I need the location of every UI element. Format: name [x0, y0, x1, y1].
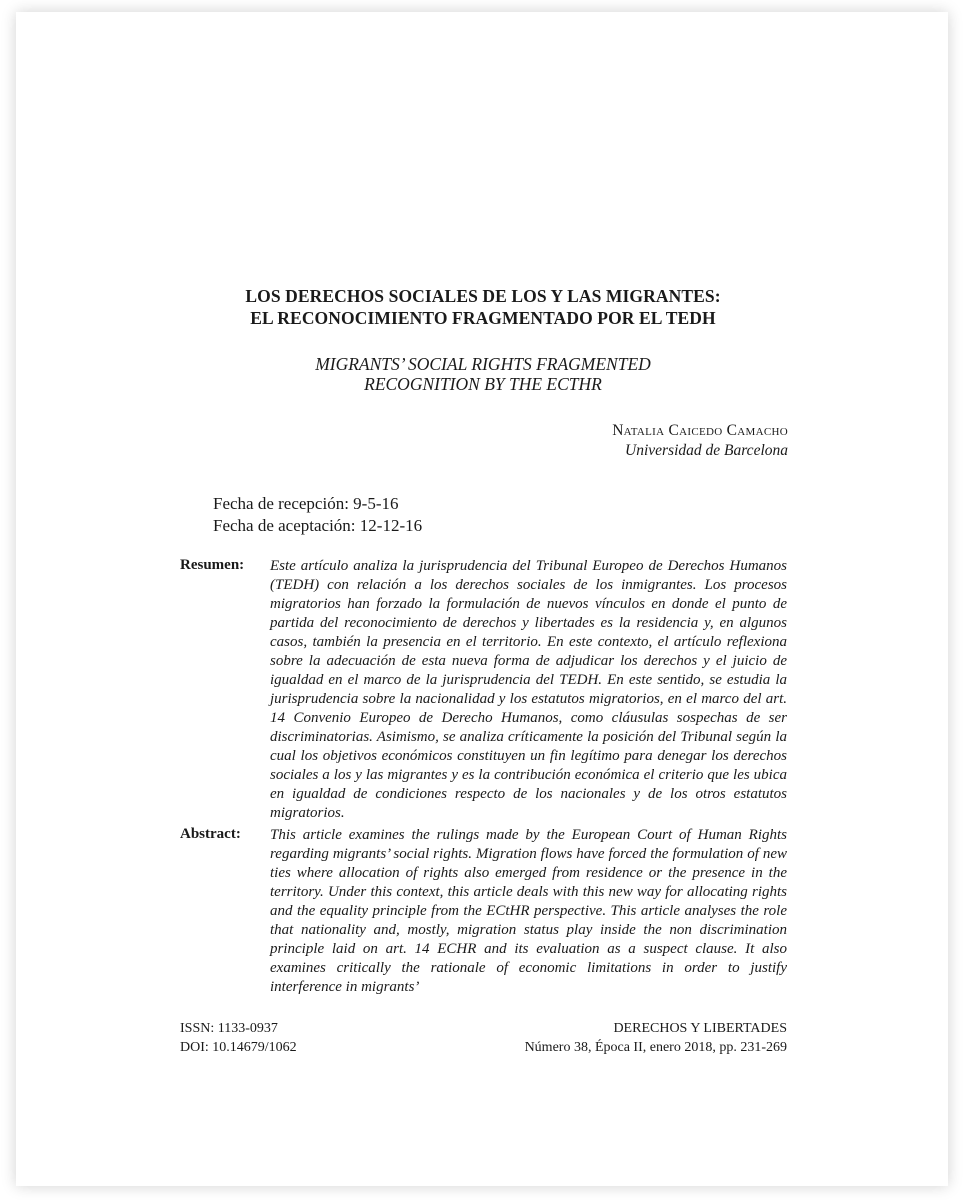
- resumen-text: Este artículo analiza la jurisprudencia del Tribunal Europeo de Derechos Humanos (TEDH) con relación a los derechos sociales de los inmigrantes. Los procesos migratorios han forzado la formulación de nuevos vínculos en donde el punto de partida del reconocimiento de derechos y libertades es la residencia y, en algunos casos, también la presencia en el territorio. En este contexto, el artículo reflexiona sobre la adecuación de esta nueva forma de adjudicar los derechos y el juicio de igualdad en el marco de la jurisprudencia del TEDH. En este sentido, se estudia la jurisprudencia sobre la nacionalidad y los estatutos migratorios, en el marco del art. 14 Convenio Europeo de Derecho Humanos, como cláusulas sospechas de ser discriminatorias. Asimismo, se analiza críticamente la posición del Tribunal según la cual los objetivos económicos constituyen un fin legítimo para denegar los derechos sociales a los y las migrantes y es la contribución económica el criterio que les ubica en igualdad de condiciones respecto de los nacionales y de los otros estatutos migratorios.: [270, 558, 787, 821]
- english-title-line-2: RECOGNITION BY THE ECTHR: [364, 374, 602, 394]
- article-title: [0, 285, 966, 329]
- article-english-title: [0, 354, 966, 394]
- submission-dates: [213, 493, 422, 537]
- resumen-section: [180, 557, 787, 823]
- article-title-line-1: LOS DERECHOS SOCIALES DE LOS Y LAS MIGRANTES:: [245, 286, 721, 306]
- author-affiliation: Universidad de Barcelona: [625, 442, 788, 459]
- author-name: Natalia Caicedo Camacho: [612, 422, 788, 439]
- english-title-line-1: MIGRANTS’ SOCIAL RIGHTS FRAGMENTED: [315, 354, 651, 374]
- accepted-date: Fecha de aceptación: 12-12-16: [213, 516, 423, 535]
- issue-info: Número 38, Época II, enero 2018, pp. 231-269: [524, 1040, 787, 1055]
- article-title-line-2: EL RECONOCIMIENTO FRAGMENTADO POR EL TEDH: [250, 308, 716, 328]
- received-date: Fecha de recepción: 9-5-16: [213, 494, 399, 513]
- abstract-label: Abstract:: [180, 826, 241, 842]
- abstract-text: This article examines the rulings made by the European Court of Human Rights regarding migrants’ social rights. Migration flows have forced the formulation of new ties where allocation of rights also emerged from residence or the presence in the territory. Under this context, this article deals with this new way for allocating rights and the equality principle from the ECtHR perspective. This article analyses the role that nationality and, mostly, migration status play inside the non discrimination principle laid on art. 14 ECHR and its evaluation as a suspect clause. It also examines critically the rationale of economic limitations in order to justify interference in migrants’: [270, 827, 787, 995]
- issn: ISSN: 1133-0937: [180, 1021, 278, 1036]
- footer-journal: [525, 1019, 787, 1057]
- footer-identifiers: [180, 1019, 297, 1057]
- author-block: [612, 421, 788, 461]
- resumen-label: Resumen:: [180, 557, 245, 573]
- journal-name: DERECHOS Y LIBERTADES: [613, 1021, 787, 1036]
- abstract-section: [180, 826, 787, 997]
- doi: DOI: 10.14679/1062: [180, 1040, 297, 1055]
